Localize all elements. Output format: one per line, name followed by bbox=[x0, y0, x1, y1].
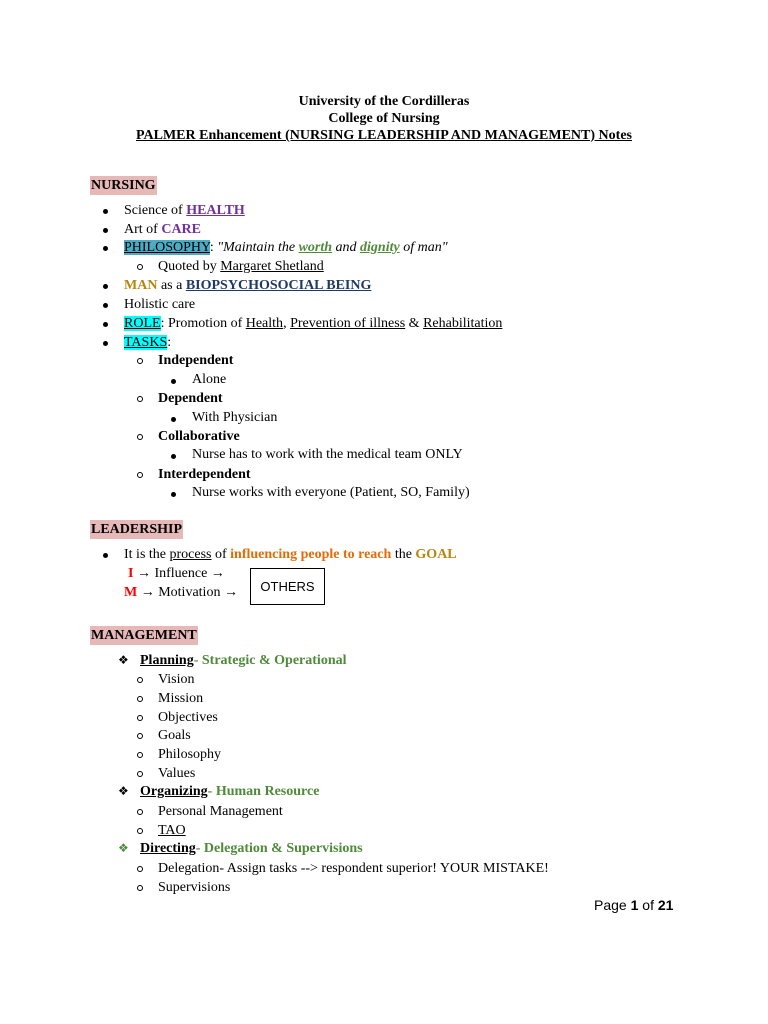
directing-line: Directing- Delegation & Supervisions bbox=[140, 841, 363, 856]
sub-bullet-icon bbox=[137, 358, 143, 364]
sub-bullet-icon bbox=[137, 696, 143, 702]
sub-bullet-icon bbox=[137, 866, 143, 872]
bullet-icon bbox=[103, 209, 108, 214]
sub-bullet-icon bbox=[137, 809, 143, 815]
list-item: Vision bbox=[158, 672, 195, 687]
notes-title: PALMER Enhancement (NURSING LEADERSHIP AND MANAGEMENT) Notes bbox=[136, 128, 632, 143]
sub-bullet-icon bbox=[137, 828, 143, 834]
college-title: College of Nursing bbox=[328, 111, 440, 126]
directing-item-delegation: Delegation- Assign tasks --> respondent superior! YOUR MISTAKE! bbox=[158, 861, 549, 876]
list-item: Goals bbox=[158, 728, 191, 743]
organizing-item-personal: Personal Management bbox=[158, 804, 283, 819]
sub-bullet-icon bbox=[137, 733, 143, 739]
holistic-line: Holistic care bbox=[124, 297, 196, 312]
task-independent: Independent bbox=[158, 353, 234, 368]
organizing-line: Organizing- Human Resource bbox=[140, 784, 320, 799]
nursing-heading: NURSING bbox=[91, 178, 156, 193]
bullet-icon bbox=[103, 341, 108, 346]
sub-bullet-icon bbox=[137, 752, 143, 758]
sub-bullet-icon bbox=[137, 396, 143, 402]
bullet-icon bbox=[103, 228, 108, 233]
leadership-definition: It is the process of influencing people to reach the GOAL bbox=[124, 547, 457, 562]
list-item: Values bbox=[158, 766, 196, 781]
others-box: OTHERS bbox=[250, 568, 325, 605]
page-number: Page 1 of 21 bbox=[594, 897, 674, 913]
list-item: Objectives bbox=[158, 710, 218, 725]
quoted-by-line: Quoted by Margaret Shetland bbox=[158, 259, 324, 274]
bullet-icon bbox=[171, 417, 176, 422]
sub-bullet-icon bbox=[137, 885, 143, 891]
bullet-icon bbox=[103, 246, 108, 251]
bullet-icon bbox=[103, 322, 108, 327]
art-line: Art of CARE bbox=[124, 222, 201, 237]
motivation-line: M → Motivation → bbox=[124, 585, 238, 600]
bullet-icon bbox=[103, 284, 108, 289]
philosophy-label: PHILOSOPHY bbox=[124, 240, 210, 255]
sub-bullet-icon bbox=[137, 677, 143, 683]
diamond-bullet-icon: ❖ bbox=[118, 784, 129, 798]
task-collaborative-detail: Nurse has to work with the medical team ONLY bbox=[192, 447, 463, 462]
organizing-item-tao: TAO bbox=[158, 823, 186, 838]
list-item: Philosophy bbox=[158, 747, 222, 762]
bullet-icon bbox=[171, 454, 176, 459]
directing-item-supervisions: Supervisions bbox=[158, 880, 231, 895]
sub-bullet-icon bbox=[137, 434, 143, 440]
sub-bullet-icon bbox=[137, 264, 143, 270]
leadership-heading: LEADERSHIP bbox=[91, 522, 183, 537]
bullet-icon bbox=[103, 303, 108, 308]
tasks-line: TASKS: bbox=[124, 335, 172, 350]
list-item: Mission bbox=[158, 691, 204, 706]
task-independent-detail: Alone bbox=[192, 372, 227, 387]
bullet-icon bbox=[103, 553, 108, 558]
task-dependent: Dependent bbox=[158, 391, 223, 406]
sub-bullet-icon bbox=[137, 771, 143, 777]
bullet-icon bbox=[171, 379, 176, 384]
management-heading: MANAGEMENT bbox=[91, 628, 197, 643]
man-line: MAN as a BIOPSYCHOSOCIAL BEING bbox=[124, 278, 372, 293]
task-dependent-detail: With Physician bbox=[192, 410, 278, 425]
task-interdependent-detail: Nurse works with everyone (Patient, SO, Family) bbox=[192, 485, 470, 500]
philosophy-line: PHILOSOPHY: "Maintain the worth and dignity of man" bbox=[124, 240, 448, 255]
sub-bullet-icon bbox=[137, 715, 143, 721]
sub-bullet-icon bbox=[137, 472, 143, 478]
planning-line: Planning- Strategic & Operational bbox=[140, 653, 347, 668]
task-collaborative: Collaborative bbox=[158, 429, 240, 444]
university-title: University of the Cordilleras bbox=[298, 94, 470, 109]
care-term: CARE bbox=[161, 222, 201, 237]
health-term: HEALTH bbox=[186, 203, 245, 218]
influence-line: I → Influence → bbox=[128, 566, 225, 581]
task-interdependent: Interdependent bbox=[158, 467, 251, 482]
role-line: ROLE: Promotion of Health, Prevention of illness & Rehabilitation bbox=[124, 316, 503, 331]
science-line: Science of HEALTH bbox=[124, 203, 245, 218]
diamond-bullet-icon: ❖ bbox=[118, 841, 129, 855]
diamond-bullet-icon: ❖ bbox=[118, 653, 129, 667]
bullet-icon bbox=[171, 492, 176, 497]
